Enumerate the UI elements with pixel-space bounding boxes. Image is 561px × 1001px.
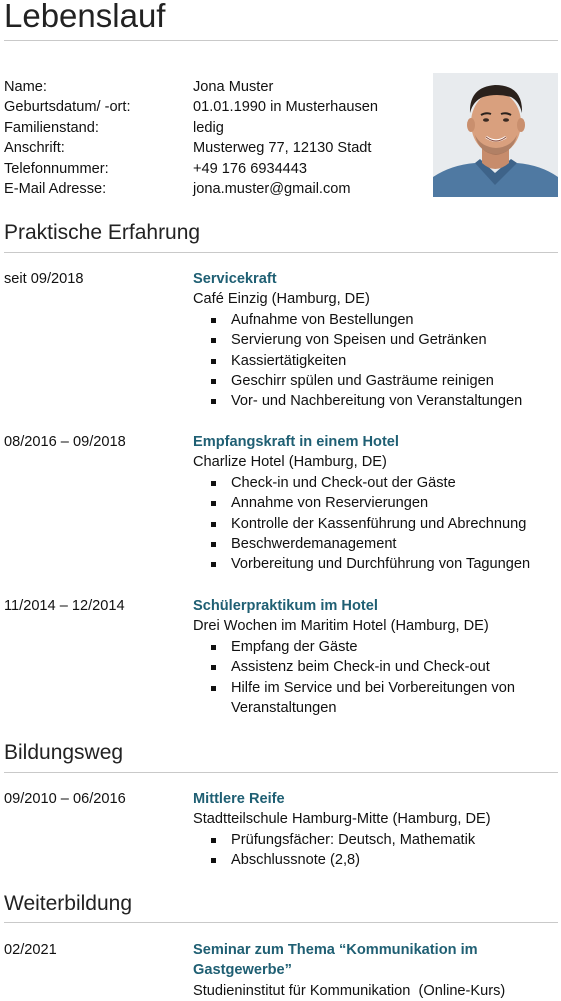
bullet-icon	[211, 359, 216, 364]
section-divider	[4, 252, 558, 253]
entry-role: Empfangskraft in einem Hotel	[193, 434, 399, 450]
section-title-training: Weiterbildung	[4, 892, 133, 915]
list-item	[193, 514, 555, 534]
bullet-icon	[211, 838, 216, 843]
list-item	[193, 554, 555, 574]
list-item-text: Empfang der Gäste	[231, 638, 358, 655]
personal-row	[4, 138, 424, 158]
list-item	[193, 330, 555, 350]
section-divider	[4, 772, 558, 773]
personal-row	[4, 97, 424, 117]
personal-label: E-Mail Adresse:	[4, 180, 107, 197]
bullet-icon	[211, 501, 216, 506]
entry-place: Stadtteilschule Hamburg-Mitte (Hamburg, DE)	[193, 811, 491, 828]
list-item	[193, 351, 555, 371]
section-title-experience: Praktische Erfahrung	[4, 221, 201, 244]
list-item	[193, 830, 555, 850]
bullet-icon	[211, 645, 216, 650]
list-item-text: Beschwerdemanagement	[231, 536, 397, 553]
entry-body	[193, 596, 555, 718]
entry-role: Schülerpraktikum im Hotel	[193, 598, 378, 614]
personal-label: Telefonnummer:	[4, 160, 109, 177]
list-item-text: Aufnahme von Bestellungen	[231, 311, 414, 328]
task-list	[193, 310, 555, 412]
list-item	[193, 657, 555, 677]
personal-row	[4, 77, 424, 97]
personal-row	[4, 179, 424, 199]
personal-value: 01.01.1990 in Musterhausen	[193, 99, 378, 116]
bullet-icon	[211, 542, 216, 547]
bullet-icon	[211, 399, 216, 404]
entry-role: Servicekraft	[193, 271, 277, 287]
entry-place: Café Einzig (Hamburg, DE)	[193, 291, 370, 308]
list-item-text: Annahme von Reservierungen	[231, 495, 429, 512]
bullet-icon	[211, 665, 216, 670]
list-item	[193, 850, 555, 870]
task-list	[193, 637, 555, 719]
personal-value: Musterweg 77, 12130 Stadt	[193, 140, 372, 157]
list-item-text: Vorbereitung und Durchführung von Tagungen	[231, 556, 531, 573]
section-divider	[4, 922, 558, 923]
entry-role: Mittlere Reife	[193, 791, 285, 807]
list-item	[193, 678, 555, 719]
list-item	[193, 391, 555, 411]
entry-place: Charlize Hotel (Hamburg, DE)	[193, 454, 387, 471]
list-item-text: Vor- und Nachbereitung von Veranstaltungen	[231, 393, 523, 410]
entry-date: 11/2014 – 12/2014	[4, 598, 125, 614]
entry-body	[193, 432, 555, 575]
list-item-text: Geschirr spülen und Gasträume reinigen	[231, 373, 494, 390]
bullet-icon	[211, 379, 216, 384]
profile-photo	[433, 73, 558, 197]
personal-value: jona.muster@gmail.com	[193, 180, 351, 197]
list-item-text: Check-in und Check-out der Gäste	[231, 474, 456, 491]
list-item	[193, 534, 555, 554]
personal-label: Geburtsdatum/ -ort:	[4, 99, 131, 116]
bullet-icon	[211, 481, 216, 486]
personal-label: Familienstand:	[4, 119, 99, 136]
list-item-text: Hilfe im Service und bei Vorbereitungen von Veranstaltungen	[231, 679, 515, 717]
list-item	[193, 473, 555, 493]
entry-date: 08/2016 – 09/2018	[4, 434, 126, 450]
list-item-text: Assistenz beim Check-in und Check-out	[231, 659, 490, 676]
bullet-icon	[211, 686, 216, 691]
entry-body	[193, 269, 555, 412]
bullet-icon	[211, 562, 216, 567]
personal-row	[4, 118, 424, 138]
bullet-icon	[211, 318, 216, 323]
personal-value: ledig	[193, 119, 224, 136]
list-item-text: Servierung von Speisen und Getränken	[231, 332, 487, 349]
personal-row	[4, 159, 424, 179]
list-item	[193, 493, 555, 513]
entry-body	[193, 940, 506, 1001]
list-item-text: Prüfungsfächer: Deutsch, Mathematik	[231, 831, 476, 848]
personal-label: Anschrift:	[4, 140, 65, 157]
portrait-image	[433, 73, 558, 197]
list-item	[193, 371, 555, 391]
entry-role: Seminar zum Thema “Kommunikation im Gastgewerbe”	[193, 942, 478, 979]
personal-label: Name:	[4, 79, 47, 95]
personal-value: Jona Muster	[193, 79, 274, 95]
title-divider	[4, 40, 558, 41]
entry-body	[193, 789, 555, 871]
list-item	[193, 637, 555, 657]
entry-place: Drei Wochen im Maritim Hotel (Hamburg, DE)	[193, 618, 489, 635]
entry-date: 09/2010 – 06/2016	[4, 791, 126, 807]
list-item	[193, 310, 555, 330]
detail-list	[193, 830, 555, 871]
list-item-text: Kontrolle der Kassenführung und Abrechnung	[231, 515, 527, 532]
bullet-icon	[211, 338, 216, 343]
entry-date: seit 09/2018	[4, 271, 84, 287]
page-title: Lebenslauf	[4, 0, 166, 34]
entry-date: 02/2021	[4, 942, 57, 958]
task-list	[193, 473, 555, 575]
list-item-text: Kassiertätigkeiten	[231, 352, 347, 369]
bullet-icon	[211, 522, 216, 527]
bullet-icon	[211, 858, 216, 863]
entry-place: Studieninstitut für Kommunikation (Online-Kurs)	[193, 982, 506, 999]
personal-info	[4, 77, 424, 199]
personal-value: +49 176 6934443	[193, 160, 308, 177]
section-title-education: Bildungsweg	[4, 741, 124, 764]
list-item-text: Abschlussnote (2,8)	[231, 852, 360, 869]
